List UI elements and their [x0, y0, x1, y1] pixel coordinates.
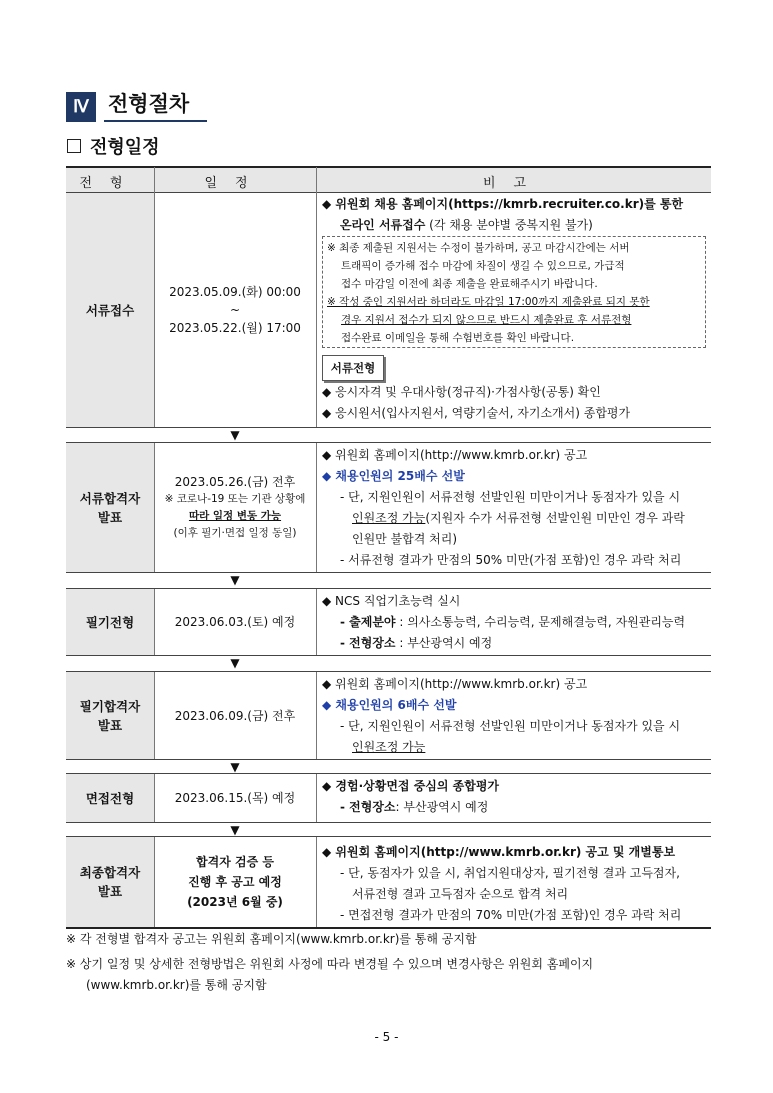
col-divider [316, 837, 317, 927]
date-text: 진행 후 공고 예정 [188, 875, 282, 889]
remark-line: - 단, 지원인원이 서류전형 선발인원 미만이거나 동점자가 있을 시 [340, 490, 681, 504]
down-arrow-icon: ▼ [230, 656, 240, 670]
notice-line: 접수 마감일 이전에 최종 제출을 완료해주시기 바랍니다. [341, 278, 598, 290]
date-text: 2023.06.03.(토) 예정 [174, 615, 296, 629]
col-divider [316, 167, 317, 427]
footnotes [66, 929, 711, 996]
row-divider [66, 759, 711, 760]
footnote: ※ 상기 일정 및 상세한 전형방법은 위원회 사정에 따라 변경될 수 있으며 변경사항은 위원회 홈페이지 [66, 957, 594, 971]
col-divider [316, 672, 317, 759]
row-date-final-pass [154, 837, 316, 927]
remark-line [322, 508, 710, 529]
remark-line [322, 215, 710, 236]
remark-label: - 출제분야 [340, 615, 396, 629]
header-col-type: 전형 [79, 176, 141, 191]
remark-rest: : 의사소통능력, 수리능력, 문제해결능력, 자원관리능력 [395, 615, 686, 629]
remark-line [322, 797, 710, 818]
label-line: 발표 [97, 717, 123, 733]
date-separator: ~ [229, 303, 241, 317]
down-arrow-icon: ▼ [230, 573, 240, 587]
remark-line [322, 633, 710, 654]
section-title: 전형절차 [108, 92, 190, 116]
remark-rest: : 부산광역시 예정 [395, 636, 493, 650]
remark-line: - 단, 동점자가 있을 시, 취업지원대상자, 필기전형 결과 고득점자, [340, 866, 680, 880]
footnote: ※ 각 전형별 합격자 공고는 위원회 홈페이지(www.kmrb.or.kr)를 통해 공지함 [66, 932, 477, 946]
notice-line: 트래픽이 증가해 접수 마감에 차질이 생길 수 있으므로, 가급적 [341, 260, 625, 272]
date-text: (2023년 6월 중) [187, 895, 283, 909]
subsection-title: 전형일정 [90, 137, 160, 158]
col-divider [316, 443, 317, 572]
row-divider [66, 822, 711, 823]
remark-line: 인원만 불합격 처리) [352, 532, 458, 546]
remark-rest: (지원자 수가 서류전형 선발인원 미만인 경우 과락 [425, 511, 685, 525]
row-remark-written-exam [322, 591, 710, 654]
down-arrow-icon: ▼ [230, 823, 240, 837]
header-col-remark: 비고 [482, 176, 545, 191]
table-top-border [66, 166, 711, 168]
col-divider [316, 589, 317, 655]
date-text: 2023.06.15.(목) 예정 [174, 791, 296, 805]
date-end: 2023.05.22.(월) 17:00 [169, 321, 301, 335]
remark-rest: (각 채용 분야별 중복지원 불가) [425, 218, 593, 232]
remark-line: - 서류전형 결과가 만점의 50% 미만(가점 포함)인 경우 과락 처리 [340, 553, 682, 567]
remark-underline: 인원조정 가능 [352, 740, 426, 754]
row-label-document-pass [66, 443, 154, 572]
date-text: 2023.06.09.(금) 전후 [174, 708, 296, 723]
remark-line [322, 737, 710, 758]
row-remark-interview [322, 776, 710, 818]
date-note-emph: 따라 일정 변동 가능 [188, 510, 282, 522]
remark-line: - 면접전형 결과가 만점의 70% 미만(가점 포함)인 경우 과락 처리 [340, 908, 682, 922]
label-line: 필기합격자 [79, 698, 141, 714]
remark-line [322, 612, 710, 633]
remark-rest: : 부산광역시 예정 [395, 800, 489, 814]
page-number: - 5 - [374, 1030, 399, 1044]
remark-line: ◆ 위원회 채용 홈페이지(https://kmrb.recruiter.co.kr)를 통한 [322, 197, 684, 211]
remark-line: ◆ 응시원서(입사지원서, 역량기술서, 자기소개서) 종합평가 [322, 406, 631, 420]
row-label-final-pass [66, 837, 154, 927]
footnote: (www.kmrb.or.kr)를 통해 공지함 [86, 978, 267, 992]
date-note: (이후 필기·면접 일정 동일) [173, 527, 297, 539]
remark-line: ◆ 채용인원의 6배수 선발 [322, 698, 457, 712]
row-remark-written-pass [322, 674, 710, 758]
row-remark-final-pass [322, 842, 710, 926]
row-remark-document-pass [322, 445, 710, 571]
label-line: 발표 [97, 509, 123, 525]
remark-label: - 전형장소 [340, 800, 396, 814]
row-date-written-exam [154, 589, 316, 655]
remark-label: - 전형장소 [340, 636, 396, 650]
col-divider [316, 774, 317, 822]
remark-line: ◆ 위원회 홈페이지(http://www.kmrb.or.kr) 공고 [322, 448, 588, 462]
header-col-date: 일정 [204, 176, 266, 191]
remark-underline: 인원조정 가능 [352, 511, 426, 525]
row-divider [66, 655, 711, 656]
notice-line: ※ 작성 중인 지원서라 하더라도 마감일 17:00까지 제출완료 되지 못한 [327, 296, 650, 308]
screening-bullets [322, 382, 710, 424]
section-underline [104, 120, 207, 122]
date-note [189, 508, 281, 525]
remark-line: ◆ 응시자격 및 우대사항(정규직)·가점사항(공통) 확인 [322, 385, 601, 399]
label-line: 최종합격자 [79, 865, 141, 880]
document-screening-tag: 서류전형 [322, 355, 384, 381]
row-label-written-pass [66, 672, 154, 759]
remark-line: 서류전형 결과 고득점자 순으로 합격 처리 [352, 887, 569, 901]
row-remark-document-submission [322, 194, 710, 236]
label-line: 발표 [97, 884, 123, 899]
row-date-written-pass [154, 672, 316, 759]
remark-line: ◆ 경험·상황면접 중심의 종합평가 [322, 779, 500, 793]
notice-box [322, 236, 706, 348]
row-date-interview [154, 774, 316, 822]
row-label-document-submission: 서류접수 [85, 302, 135, 318]
label-line: 서류합격자 [79, 490, 141, 506]
row-date-document-pass [154, 443, 316, 572]
row-label-interview: 면접전형 [85, 790, 135, 806]
remark-line: ◆ 위원회 홈페이지(http://www.kmrb.or.kr) 공고 [322, 677, 588, 691]
notice-line: 경우 지원서 접수가 되지 않으므로 반드시 제출완료 후 서류전형 [341, 314, 632, 326]
date-note: ※ 코로나-19 또는 기관 상황에 [164, 493, 306, 505]
remark-line: ◆ NCS 직업기초능력 실시 [322, 594, 461, 608]
section-number: Ⅳ [66, 92, 96, 122]
row-divider [66, 572, 711, 573]
notice-line: 접수완료 이메일을 통해 수험번호를 확인 바랍니다. [341, 332, 575, 344]
row-divider [66, 427, 711, 428]
row-label-written-exam: 필기전형 [85, 614, 135, 630]
checkbox-square-icon [67, 139, 81, 153]
remark-line: ◆ 채용인원의 25배수 선발 [322, 469, 465, 483]
down-arrow-icon: ▼ [230, 428, 240, 442]
remark-bold: 온라인 서류접수 [340, 218, 426, 232]
date-text: 2023.05.26.(금) 전후 [174, 475, 296, 489]
remark-line: ◆ 위원회 홈페이지(http://www.kmrb.or.kr) 공고 및 개별통보 [322, 845, 676, 859]
row-date-document-submission [154, 193, 316, 427]
date-start: 2023.05.09.(화) 00:00 [169, 285, 301, 299]
down-arrow-icon: ▼ [230, 760, 240, 774]
notice-line: ※ 최종 제출된 지원서는 수정이 불가하며, 공고 마감시간에는 서버 [327, 242, 630, 254]
date-text: 합격자 검증 등 [196, 855, 274, 869]
remark-line: - 단, 지원인원이 서류전형 선발인원 미만이거나 동점자가 있을 시 [340, 719, 681, 733]
